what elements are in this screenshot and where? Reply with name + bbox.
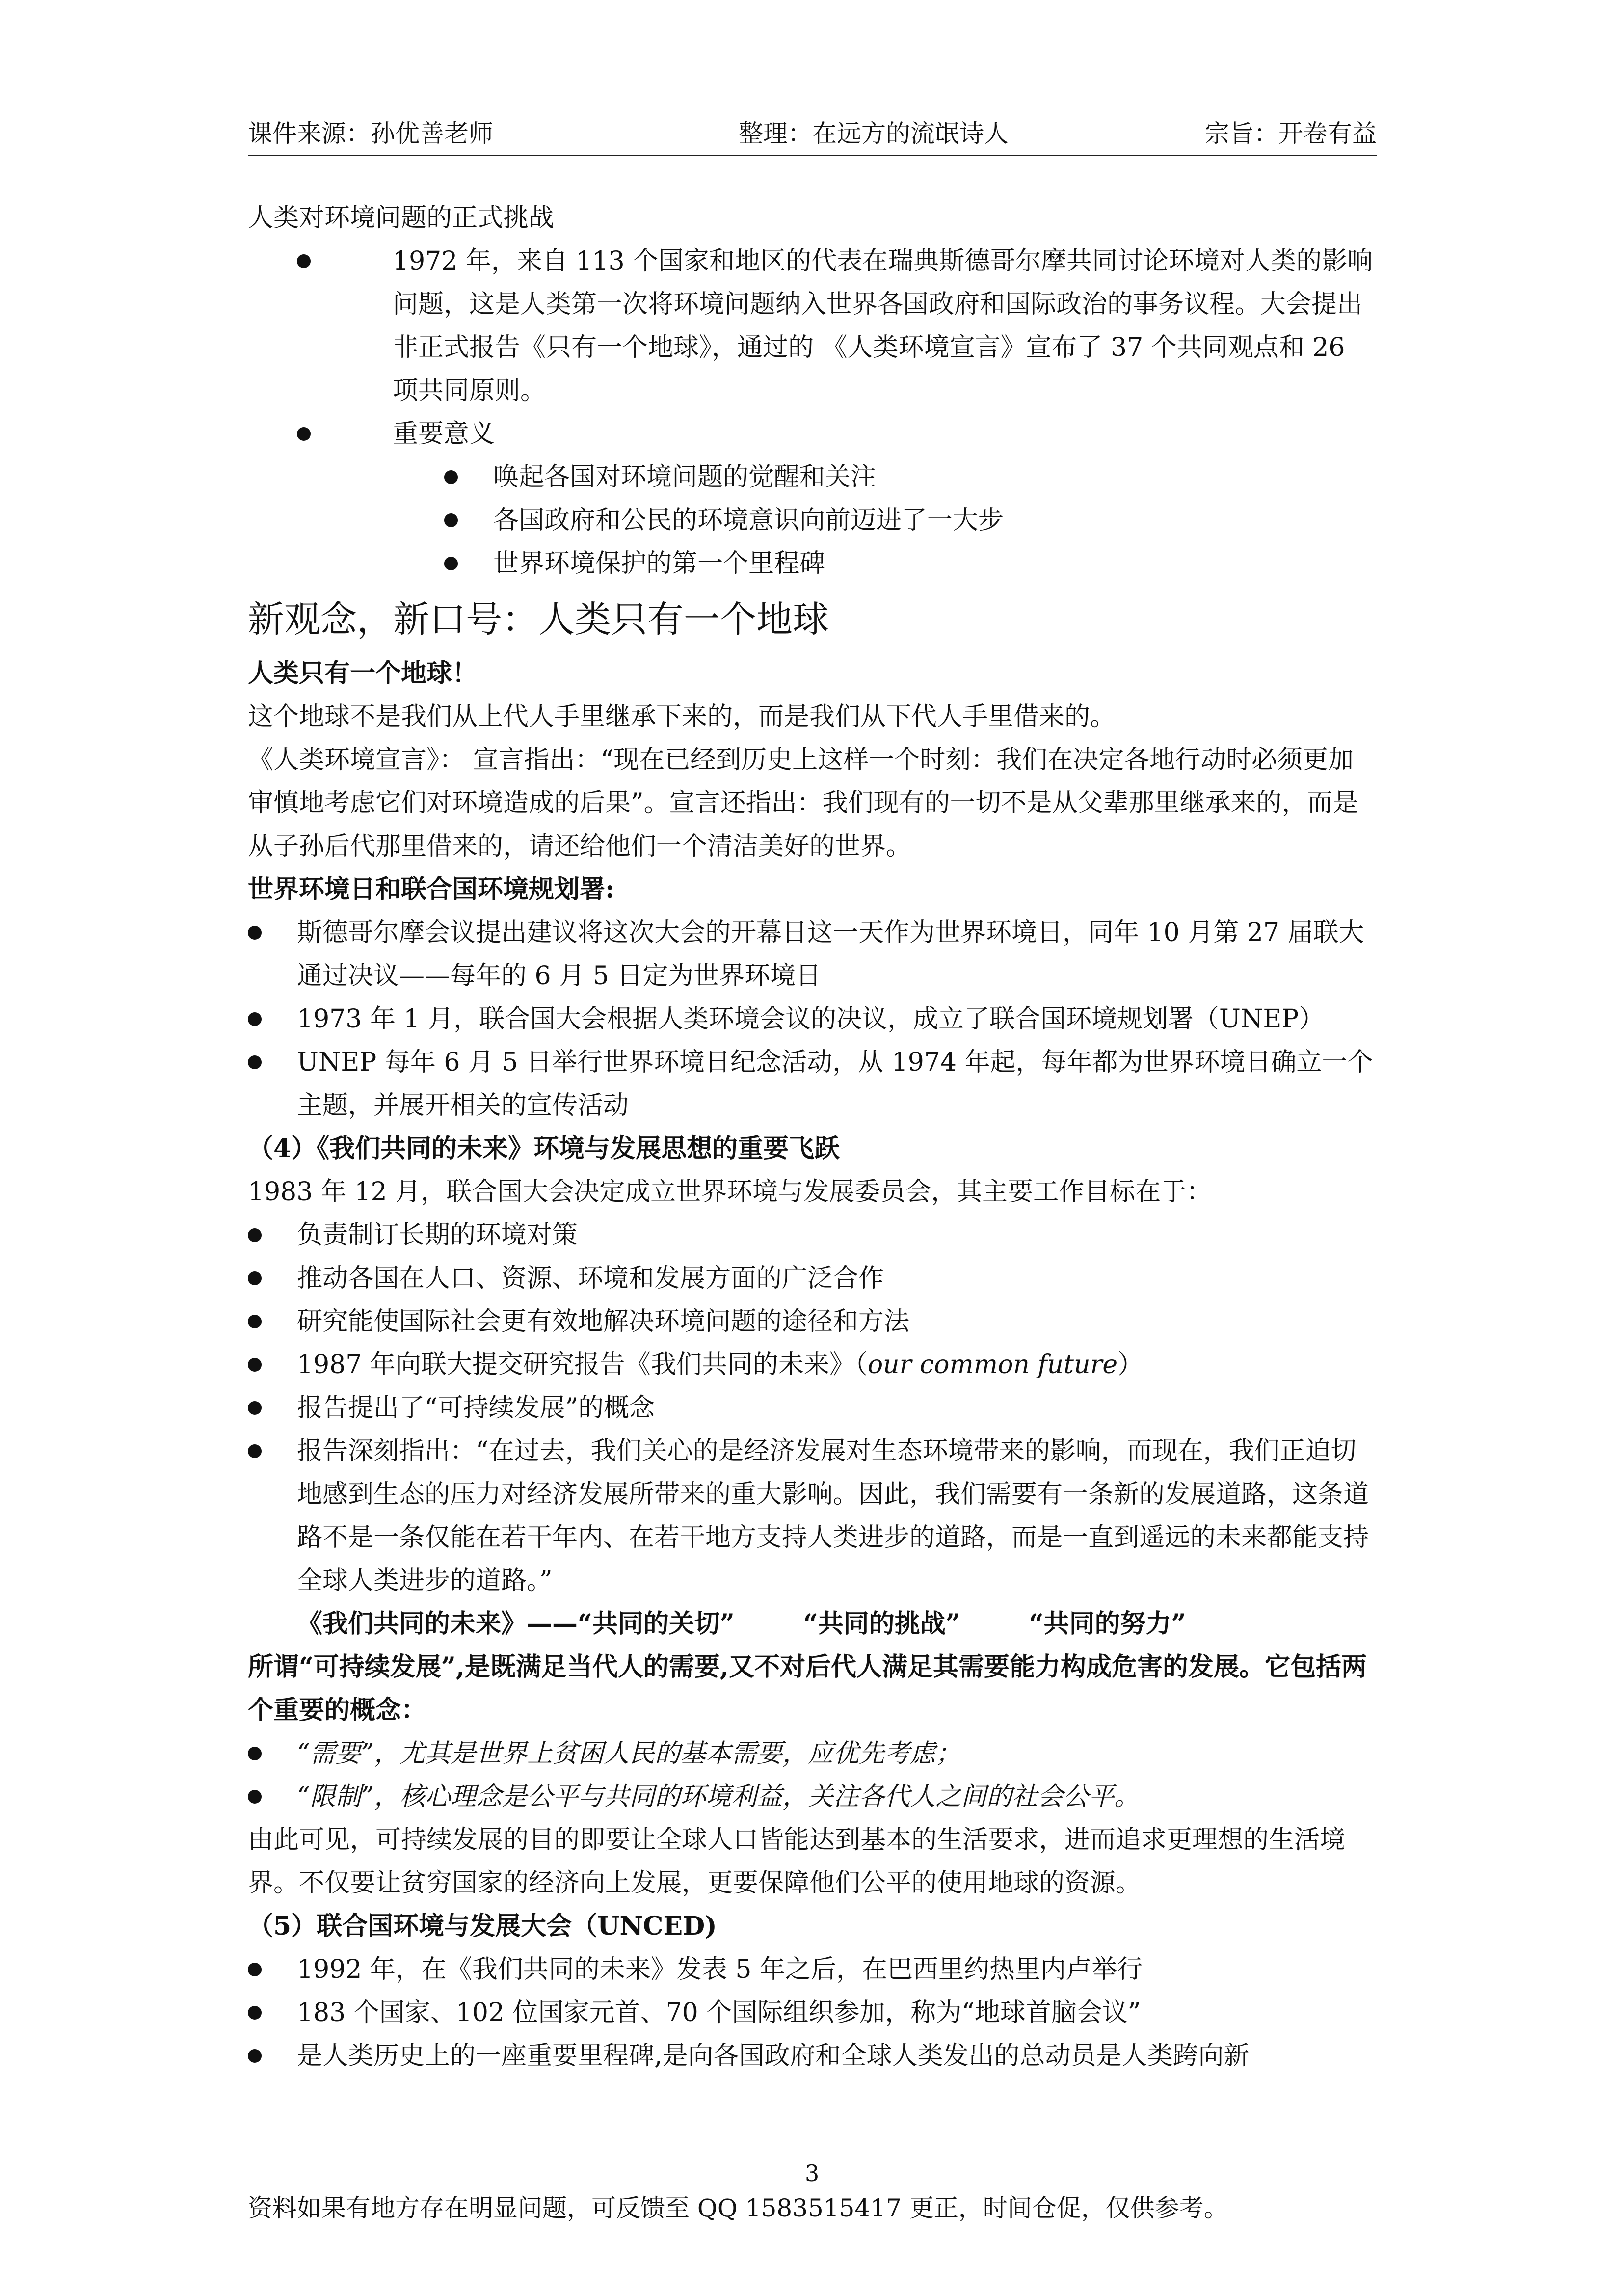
bullet-unep-activities: UNEP 每年 6 月 5 日举行世界环境日纪念活动，从 1974 年起，每年都为世界环境日确立一个主题，并展开相关的宣传活动 — [248, 1041, 1377, 1127]
slogan-concern: 《我们共同的未来》——“共同的关切” — [297, 1609, 735, 1639]
sub-bullet-1: 唤起各国对环境问题的觉醒和关注 — [444, 456, 1377, 499]
paragraph-commission: 1983 年 12 月，联合国大会决定成立世界环境与发展委员会，其主要工作目标在于： — [248, 1177, 1212, 1207]
paragraph-definition: 所谓“可持续发展”,是既满足当代人的需要,又不对后代人满足其需要能力构成危害的发展。它包括两个重要的概念： — [248, 1652, 1367, 1725]
footer-note: 资料如果有地方存在明显问题，可反馈至 QQ 1583515417 更正，时间仓促，仅供参考。 — [248, 2194, 1228, 2222]
header-source: 课件来源：孙优善老师 — [248, 119, 493, 148]
bullet-sustainable-concept: 报告提出了“可持续发展”的概念 — [248, 1386, 1377, 1430]
sub-bullet-3: 世界环境保护的第一个里程碑 — [444, 542, 1377, 585]
section-title-challenge: 人类对环境问题的正式挑战 — [248, 203, 555, 233]
bullet-goal-2: 推动各国在人口、资源、环境和发展方面的广泛合作 — [248, 1257, 1377, 1300]
subheading-environment-day: 世界环境日和联合国环境规划署: — [248, 874, 615, 904]
bullet-environment-day: 斯德哥尔摩会议提出建议将这次大会的开幕日这一天作为世界环境日，同年 10 月第 27 届联大通过决议——每年的 6 月 5 日定为世界环境日 — [248, 911, 1377, 998]
bullet-goal-1: 负责制订长期的环境对策 — [248, 1214, 1377, 1257]
paragraph-borrowed-earth: 这个地球不是我们从上代人手里继承下来的，而是我们从下代人手里借来的。 — [248, 702, 1116, 731]
page-number: 3 — [805, 2160, 820, 2187]
bullet-1972-conference: 1972 年，来自 113 个国家和地区的代表在瑞典斯德哥尔摩共同讨论环境对人类的影响问题，这是人类第一次将环境问题纳入世界各国政府和国际政治的事务议程。大会提出非正式报告《只有一个地球》，通过的 《人类环境宣言》宣布了 37 个共同观点和 26 项共同原则。 — [297, 240, 1377, 412]
bullet-concept-limit: “限制”，核心理念是公平与共同的环境利益，关注各代人之间的社会公平。 — [248, 1775, 1377, 1818]
slogan-challenge: “共同的挑战” — [803, 1609, 960, 1639]
bullet-milestone: 是人类历史上的一座重要里程碑,是向各国政府和全球人类发出的总动员是人类跨向新 — [248, 2034, 1377, 2078]
subheading-one-earth: 人类只有一个地球！ — [248, 658, 478, 688]
report-close: ） — [1117, 1350, 1144, 1379]
report-english-title: our common future — [867, 1350, 1118, 1379]
report-text: 1987 年向联大提交研究报告《我们共同的未来》（ — [297, 1350, 868, 1379]
paragraph-conclusion: 由此可见，可持续发展的目的即要让全球人口皆能达到基本的生活要求，进而追求更理想的生活境界。不仅要让贫穷国家的经济向上发展，更要保障他们公平的使用地球的资源。 — [248, 1825, 1346, 1898]
header-motto: 宗旨：开卷有益 — [1205, 119, 1377, 148]
header-editor: 整理：在远方的流氓诗人 — [739, 119, 1009, 148]
page-header — [248, 114, 1377, 153]
section-heading-one-earth: 新观念，新口号：人类只有一个地球 — [248, 598, 829, 641]
page-content — [248, 196, 1377, 2078]
bullet-report-1987 — [248, 1343, 1377, 1386]
bullet-report-quote: 报告深刻指出：“在过去，我们关心的是经济发展对生态环境带来的影响，而现在，我们正迫切地感到生态的压力对经济发展所带来的重大影响。因此，我们需要有一条新的发展道路，这条道路不是一条仅能在若干年内、在若干地方支持人类进步的道路，而是一直到遥远的未来都能支持全球人类进步的道路。” — [248, 1430, 1377, 1602]
header-divider — [248, 155, 1377, 156]
bullet-goal-3: 研究能使国际社会更有效地解决环境问题的途径和方法 — [248, 1300, 1377, 1343]
bullet-unep-founded: 1973 年 1 月，联合国大会根据人类环境会议的决议，成立了联合国环境规划署（UNEP） — [248, 998, 1377, 1041]
bullet-1992-rio: 1992 年，在《我们共同的未来》发表 5 年之后，在巴西里约热里内卢举行 — [248, 1948, 1377, 1991]
sub-bullet-2: 各国政府和公民的环境意识向前迈进了一大步 — [444, 499, 1377, 542]
bullet-concept-need: “需要”，尤其是世界上贫困人民的基本需要，应优先考虑； — [248, 1732, 1377, 1775]
paragraph-declaration: 《人类环境宣言》： 宣言指出：“现在已经到历史上这样一个时刻：我们在决定各地行动时必须更加审慎地考虑它们对环境造成的后果”。宣言还指出：我们现有的一切不是从父辈那里继承来的，而是从子孙后代那里借来的，请还给他们一个清洁美好的世界。 — [248, 745, 1358, 861]
section-title-common-future: （4）《我们共同的未来》环境与发展思想的重要飞跃 — [248, 1134, 840, 1163]
section-title-unced: （5）联合国环境与发展大会（UNCED) — [248, 1911, 717, 1941]
slogan-effort: “共同的努力” — [1029, 1609, 1186, 1639]
slogans-line — [248, 1602, 1377, 1646]
bullet-significance: 重要意义 — [297, 412, 1377, 456]
bullet-earth-summit: 183 个国家、102 位国家元首、70 个国际组织参加，称为“地球首脑会议” — [248, 1991, 1377, 2034]
